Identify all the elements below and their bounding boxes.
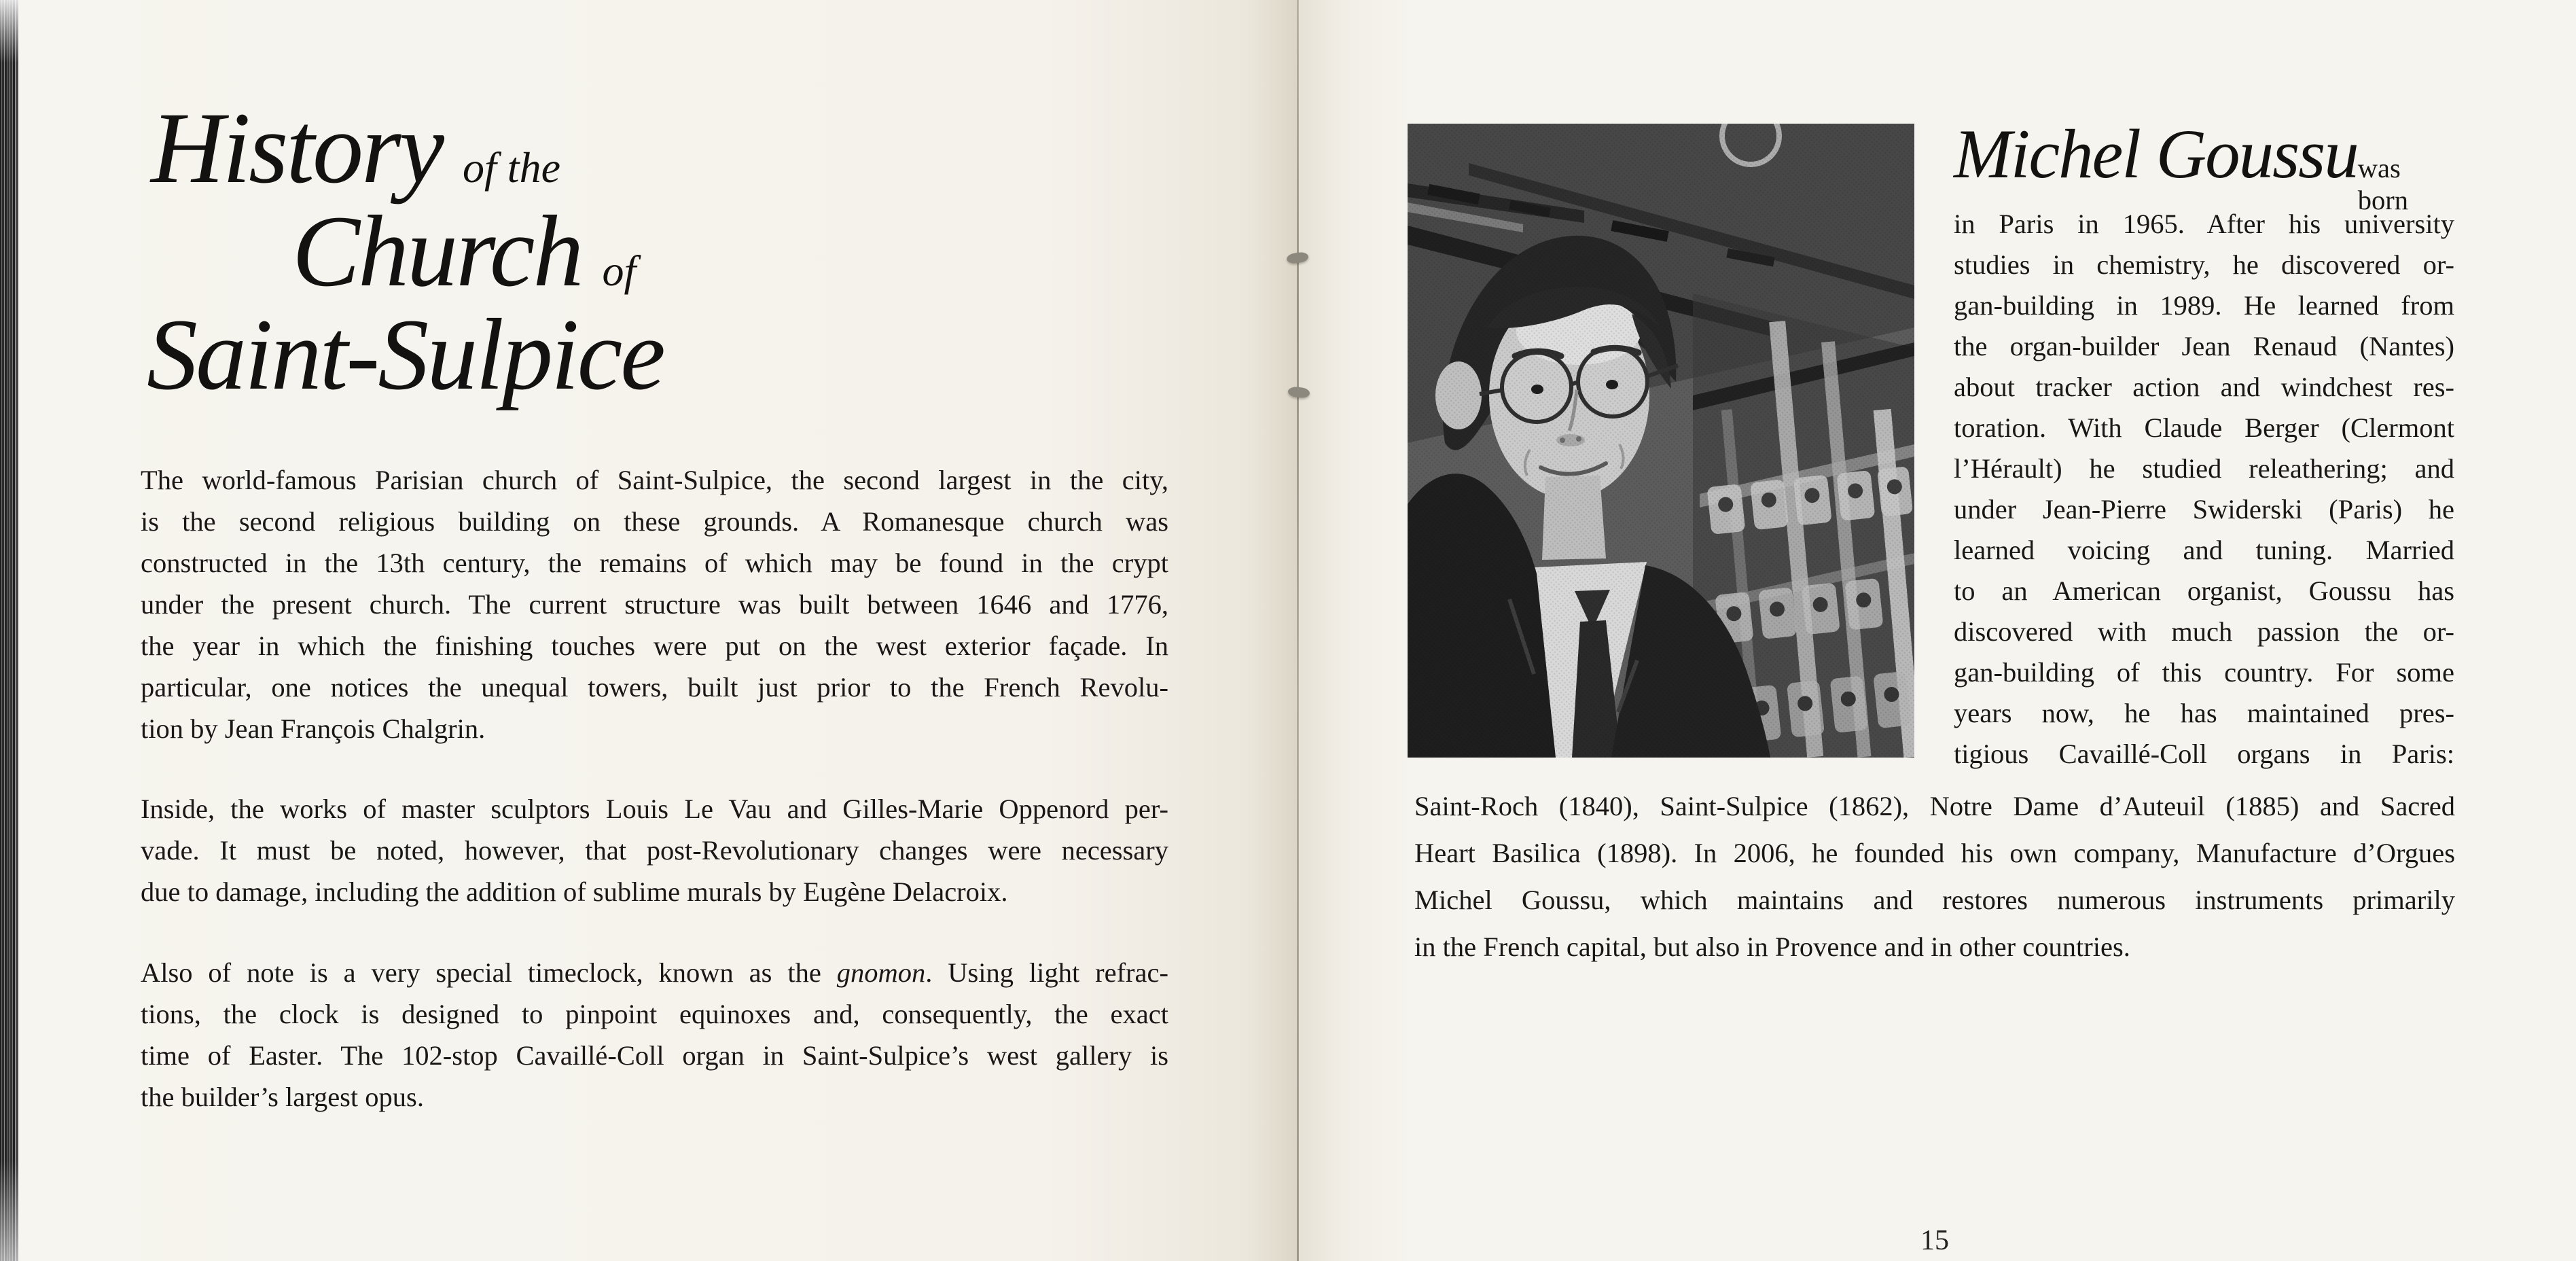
text-line: is the second religious building on these grounds. A Romanesque church was [141, 506, 1168, 537]
paragraph-history-2 [141, 788, 1168, 912]
text-line: in Paris in 1965. After his university [1954, 209, 2454, 239]
text-line: the builder’s largest opus. [141, 1082, 424, 1112]
text-line: under Jean-Pierre Swiderski (Paris) he [1954, 494, 2454, 525]
text-segment: . Using light refrac- [925, 957, 1168, 988]
paragraph-history-3 [141, 952, 1168, 1118]
title-word-saint-sulpice: Saint-Sulpice [147, 298, 664, 411]
italic-word-gnomon: gnomon [836, 957, 926, 988]
bio-name: Michel Goussu [1954, 116, 2358, 193]
halftone-texture [1408, 124, 1914, 758]
text-line: years now, he has maintained pres- [1954, 698, 2454, 728]
text-line [141, 952, 1168, 993]
bio-column-paragraph [1954, 204, 2454, 775]
text-line: Inside, the works of master sculptors Louis Le Vau and Gilles-Marie Oppenord per- [141, 794, 1168, 824]
text-line: gan-building in 1989. He learned from [1954, 290, 2454, 321]
text-line: constructed in the 13th century, the remains of which may be found in the crypt [141, 548, 1168, 578]
page-title-line-1 [151, 92, 560, 205]
text-line: toration. With Claude Berger (Clermont [1954, 412, 2454, 443]
text-line: learned voicing and tuning. Married [1954, 535, 2454, 565]
text-line: gan-building of this country. For some [1954, 657, 2454, 688]
text-line: Saint-Roch (1840), Saint-Sulpice (1862), Notre Dame d’Auteuil (1885) and Sacred [1414, 791, 2455, 821]
text-line: l’Hérault) he studied releathering; and [1954, 453, 2454, 484]
text-line: time of Easter. The 102-stop Cavaillé-Coll organ in Saint-Sulpice’s west gallery is [141, 1040, 1168, 1071]
page-title-line-2 [292, 195, 637, 308]
paragraph-history-1 [141, 459, 1168, 749]
bio-fullwidth-paragraph [1414, 783, 2455, 970]
text-line: due to damage, including the addition of sublime murals by Eugène Delacroix. [141, 876, 1008, 907]
text-line: the year in which the finishing touches were put on the west exterior façade. In [141, 630, 1168, 661]
bio-intro-rest: was born [2357, 153, 2409, 215]
text-line: studies in chemistry, he discovered or- [1954, 249, 2454, 280]
text-line: about tracker action and windchest res- [1954, 372, 2454, 402]
text-line: tion by Jean François Chalgrin. [141, 713, 486, 744]
portrait-photo-illustration [1408, 124, 1914, 758]
title-word-of-the: of the [463, 143, 560, 192]
page-title-line-3 [147, 298, 664, 411]
text-line: particular, one notices the unequal towers, built just prior to the French Revolu- [141, 672, 1168, 703]
title-word-history: History [151, 92, 442, 205]
text-line: discovered with much passion the or- [1954, 616, 2454, 647]
portrait-photo [1408, 124, 1914, 758]
text-line: to an American organist, Goussu has [1954, 575, 2454, 606]
bio-intro-line [1954, 114, 2454, 216]
text-line: The world-famous Parisian church of Saint-Sulpice, the second largest in the city, [141, 465, 1168, 495]
title-word-church: Church [292, 195, 582, 308]
text-line: under the present church. The current structure was built between 1646 and 1776, [141, 589, 1168, 620]
text-line: Heart Basilica (1898). In 2006, he founded his own company, Manufacture d’Orgues [1414, 838, 2455, 868]
text-segment: Also of note is a very special timeclock, known as the [141, 957, 837, 988]
text-line: the organ-builder Jean Renaud (Nantes) [1954, 331, 2454, 361]
text-line: tions, the clock is designed to pinpoint equinoxes and, consequently, the exact [141, 999, 1168, 1029]
page-number: 15 [1920, 1225, 1949, 1256]
text-line: vade. It must be noted, however, that post-Revolutionary changes were necessary [141, 835, 1168, 866]
text-line: tigious Cavaillé-Coll organs in Paris: [1954, 739, 2454, 769]
gutter-fold [1297, 0, 1299, 1261]
book-fore-edge [0, 0, 18, 1261]
text-line: in the French capital, but also in Provence and in other countries. [1414, 931, 2130, 962]
title-word-of: of [602, 247, 637, 295]
text-line: Michel Goussu, which maintains and restores numerous instruments primarily [1414, 885, 2455, 915]
